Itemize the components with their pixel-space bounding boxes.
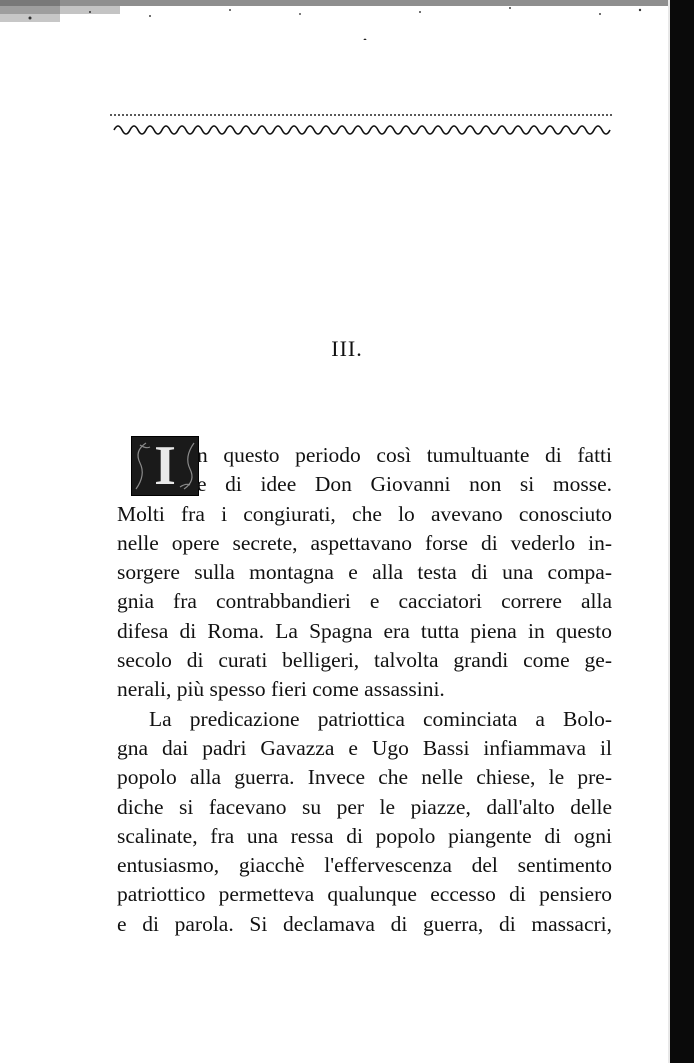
- text-line: popolo alla guerra. Invece che nelle chiese, le pre-: [117, 765, 612, 790]
- scan-edge-noise: [0, 0, 670, 40]
- ornamental-header-band: [110, 112, 612, 138]
- text-line: difesa di Roma. La Spagna era tutta piena in questo: [117, 618, 612, 643]
- text-line: gna dai padri Gavazza e Ugo Bassi infiammava il: [117, 735, 612, 760]
- text-line: n questo periodo così tumultuante di fatti: [197, 443, 612, 467]
- text-line: nerali, più spesso fieri come assassini.: [117, 677, 445, 702]
- text-line: scalinate, fra una ressa di popolo piangente di ogni: [117, 823, 612, 848]
- book-spine-edge: [670, 0, 694, 1063]
- text-line: entusiasmo, giacchè l'effervescenza del sentimento: [117, 853, 612, 878]
- text-line: diche si facevano su per le piazze, dall'alto delle: [117, 794, 612, 819]
- text-line: sorgere sulla montagna e alla testa di una compa-: [117, 560, 612, 585]
- text-line: e di parola. Si declamava di guerra, di massacri,: [117, 911, 612, 936]
- drop-cap-letter: I: [154, 436, 176, 496]
- body-text: [117, 441, 612, 939]
- text-line: gnia fra contrabbandieri e cacciatori correre alla: [117, 589, 612, 614]
- text-line: La predicazione patriottica cominciata a Bolo-: [149, 706, 612, 731]
- text-line: e di idee Don Giovanni non si mosse.: [197, 472, 612, 497]
- text-line: Molti fra i congiurati, che lo avevano conosciuto: [117, 501, 612, 526]
- text-line: patriottico permetteva qualunque eccesso di pensiero: [117, 882, 612, 907]
- text-line: nelle opere secrete, aspettavano forse di vederlo in-: [117, 530, 612, 555]
- chapter-number: III.: [331, 336, 363, 361]
- text-line: secolo di curati belligeri, talvolta grandi come ge-: [117, 648, 612, 673]
